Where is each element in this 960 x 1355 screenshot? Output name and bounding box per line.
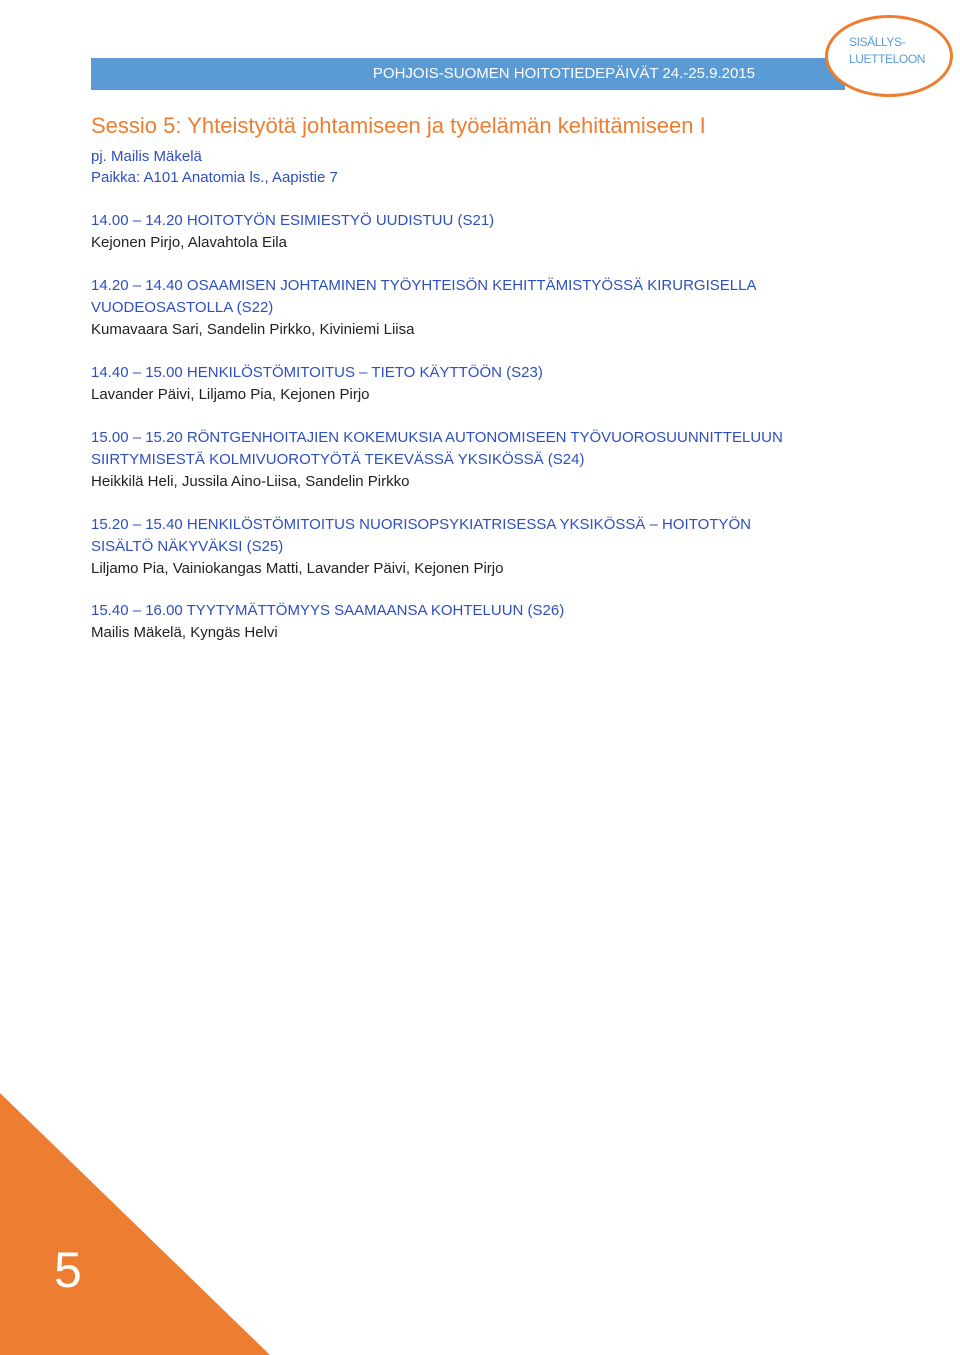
toc-link-line-2[interactable]: LUETTELOON (849, 52, 926, 66)
talk-title: 14.40 – 15.00 HENKILÖSTÖMITOITUS – TIETO KÄYTTÖÖN (S23) (91, 364, 543, 381)
talk-title: 14.00 – 14.20 HOITOTYÖN ESIMIESTYÖ UUDISTUU (S21) (91, 212, 495, 229)
session-chair: pj. Mailis Mäkelä (91, 148, 202, 165)
session-title: Sessio 5: Yhteistyötä johtamiseen ja työelämän kehittämiseen I (91, 113, 706, 138)
talk-item (91, 362, 811, 406)
header-title: POHJOIS-SUOMEN HOITOTIEDEPÄIVÄT 24.-25.9.2015 (372, 65, 755, 82)
corner-decoration (0, 1093, 270, 1355)
talk-item (91, 600, 811, 644)
talk-authors: Liljamo Pia, Vainiokangas Matti, Lavander Päivi, Kejonen Pirjo (91, 560, 504, 577)
talk-item (91, 514, 811, 580)
session-venue: Paikka: A101 Anatomia ls., Aapistie 7 (91, 169, 338, 186)
talk-title: 15.40 – 16.00 TYYTYMÄTTÖMYYS SAAMAANSA KOHTELUUN (S26) (91, 602, 565, 619)
talk-title: 15.00 – 15.20 RÖNTGENHOITAJIEN KOKEMUKSIA AUTONOMISEEN TYÖVUOROSUUNNITTELUUN SIIRTYMISESTÄ KOLMIVUOROTYÖTÄ TEKEVÄSSÄ YKSIKÖSSÄ (S24) (91, 429, 783, 468)
toc-link-label[interactable] (849, 34, 925, 68)
talk-item (91, 210, 811, 254)
talk-authors: Lavander Päivi, Liljamo Pia, Kejonen Pirjo (91, 386, 370, 403)
toc-link-line-1[interactable]: SISÄLLYS- (849, 35, 906, 49)
talk-title: 15.20 – 15.40 HENKILÖSTÖMITOITUS NUORISOPSYKIATRISESSA YKSIKÖSSÄ – HOITOTYÖN SISÄLTÖ NÄKYVÄKSI (S25) (91, 516, 751, 555)
talk-title: 14.20 – 14.40 OSAAMISEN JOHTAMINEN TYÖYHTEISÖN KEHITTÄMISTYÖSSÄ KIRURGISELLA VUODEOSASTOLLA (S22) (91, 277, 756, 316)
page-number: 5 (54, 1242, 82, 1298)
talk-authors: Kejonen Pirjo, Alavahtola Eila (91, 234, 287, 251)
talk-authors: Heikkilä Heli, Jussila Aino-Liisa, Sandelin Pirkko (91, 473, 410, 490)
talk-authors: Mailis Mäkelä, Kyngäs Helvi (91, 624, 278, 641)
talk-item (91, 427, 811, 493)
talk-item (91, 275, 811, 341)
talk-authors: Kumavaara Sari, Sandelin Pirkko, Kiviniemi Liisa (91, 321, 415, 338)
